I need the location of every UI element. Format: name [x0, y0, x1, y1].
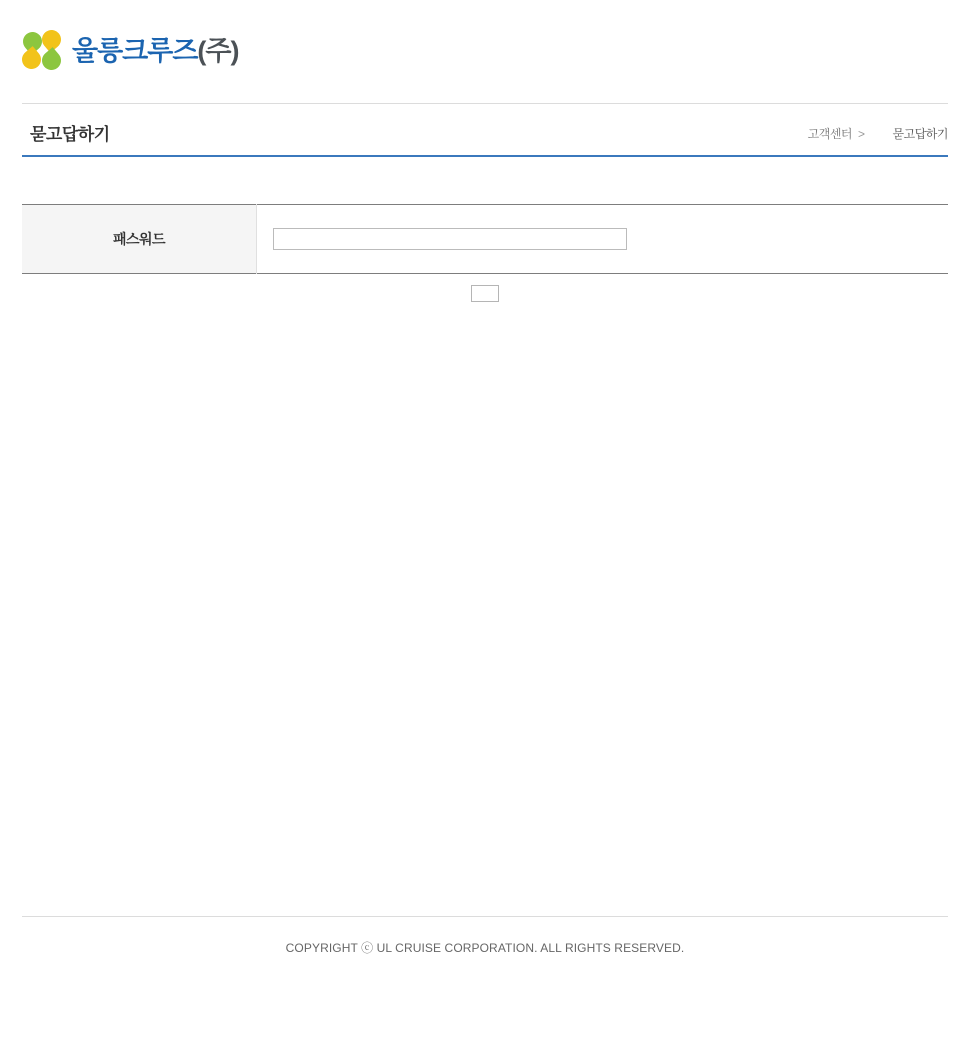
- main-content: [22, 157, 948, 306]
- pinwheel-flower-logo-icon: [22, 30, 64, 72]
- confirm-button[interactable]: [471, 285, 499, 302]
- breadcrumb-separator-icon: >: [858, 126, 865, 141]
- site-footer: [22, 916, 948, 956]
- site-header: [0, 0, 970, 103]
- breadcrumb-current: 묻고답하기: [892, 127, 948, 141]
- password-field-cell: [257, 205, 949, 274]
- site-logo[interactable]: [22, 30, 239, 72]
- breadcrumb: [808, 125, 948, 142]
- page-titlebar: [22, 103, 948, 157]
- form-button-row: [22, 274, 948, 306]
- password-form-table: [22, 204, 948, 274]
- logo-text-primary: 울릉크루즈: [72, 35, 198, 66]
- page-title: 묻고답하기: [30, 125, 110, 144]
- password-input[interactable]: [273, 228, 627, 250]
- copyright-text: COPYRIGHT ⓒ UL CRUISE CORPORATION. ALL RIGHTS RESERVED.: [285, 941, 685, 955]
- logo-text: [72, 35, 239, 66]
- password-label: 패스워드: [22, 205, 257, 274]
- breadcrumb-root[interactable]: 고객센터: [807, 127, 853, 141]
- logo-text-secondary: (주): [197, 35, 239, 66]
- table-row: [22, 205, 948, 274]
